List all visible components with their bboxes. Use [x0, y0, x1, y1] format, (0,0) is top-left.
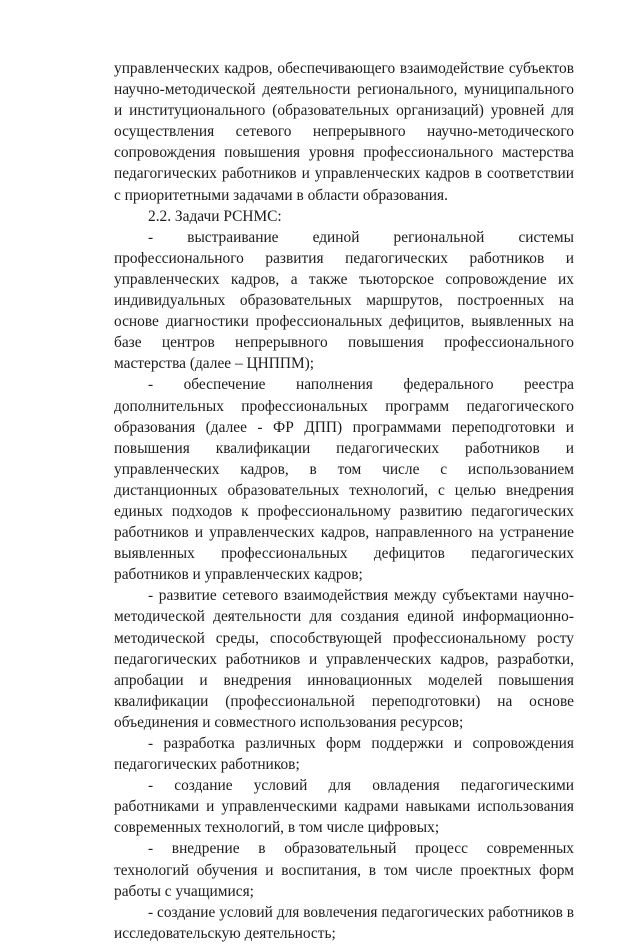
document-body [114, 58, 574, 944]
task-item: - обеспечение наполнения федерального реестра дополнительных профессиональных программ педагогического образования (далее - ФР ДПП) программами переподготовки и повышения квалификации педагогических работников и управленческих кадров, в том числе с использованием дистанционных образовательных технологий, с целью внедрения единых подходов к профессиональному развитию педагогических работников и управленческих кадров, направленного на устранение выявленных профессиональных дефицитов педагогических работников и управленческих кадров; [114, 376, 574, 584]
task-item: - создание условий для овладения педагогическими работниками и управленческими кадрами навыками использования современных технологий, в том числе цифровых; [114, 777, 574, 837]
intro-paragraph: управленческих кадров, обеспечивающего взаимодействие субъектов научно-методической деятельности регионального, муниципального и институционального (образовательных организаций) уровней для осуществления сетевого непрерывного научно-методического сопровождения повышения уровня профессионального мастерства педагогических работников и управленческих кадров в соответствии с приоритетными задачами в области образования. [114, 60, 574, 204]
section-heading: 2.2. Задачи РСНМС: [148, 207, 282, 225]
task-item: - выстраивание единой региональной системы профессионального развития педагогических работников и управленческих кадров, а также тьюторское сопровождение их индивидуальных образовательных маршрутов, построенных на основе диагностики профессиональных дефицитов, выявленных на базе центров непрерывного повышения профессионального мастерства (далее – ЦНППМ); [114, 228, 574, 373]
task-item: - создание условий для вовлечения педагогических работников в исследовательскую деятельность; [114, 903, 574, 942]
task-item: - внедрение в образовательный процесс современных технологий обучения и воспитания, в том числе проектных форм работы с учащимися; [114, 840, 574, 900]
task-item: - разработка различных форм поддержки и сопровождения педагогических работников; [114, 735, 574, 774]
task-item: - развитие сетевого взаимодействия между субъектами научно-методической деятельности для создания единой информационно-методической среды, способствующей профессиональному росту педагогических работников и управленческих кадров, разработки, апробации и внедрения инновационных моделей повышения квалификации (профессиональной переподготовки) на основе объединения и совместного использования ресурсов; [114, 587, 574, 731]
